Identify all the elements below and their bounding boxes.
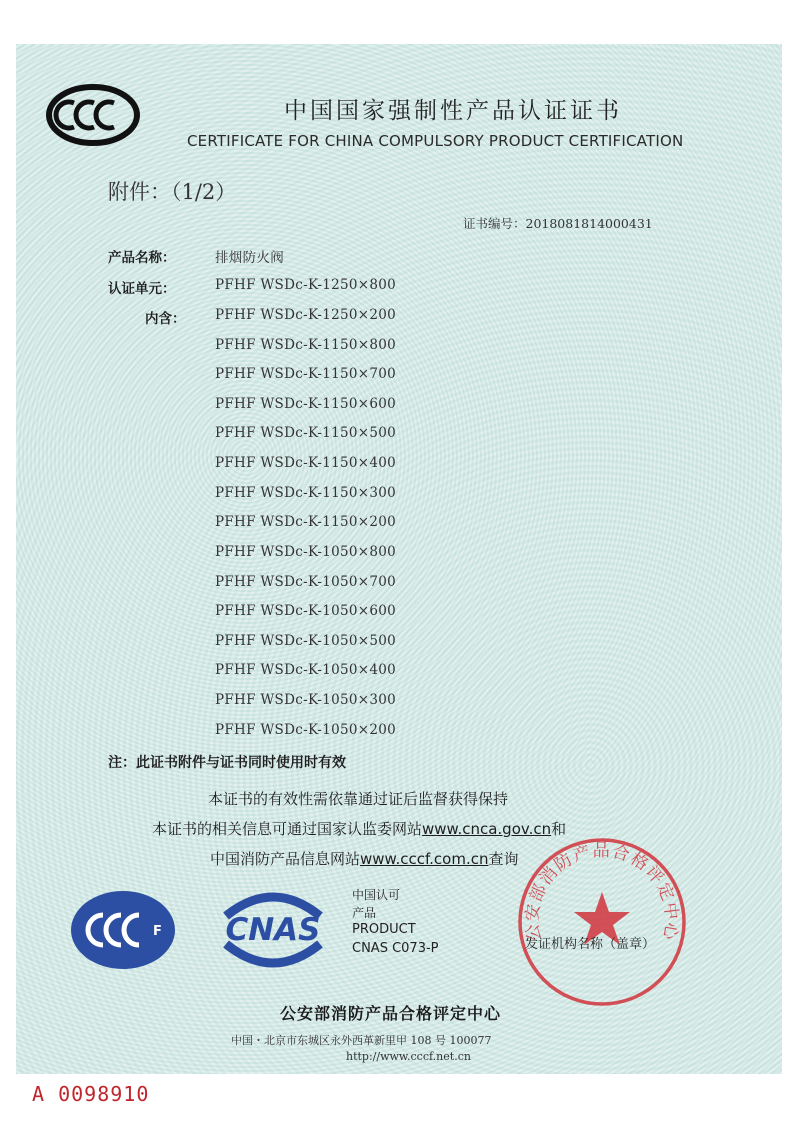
model-item: PFHF WSDc-K-1050×800 xyxy=(215,544,397,560)
model-item: PFHF WSDc-K-1050×700 xyxy=(215,574,397,590)
model-item: PFHF WSDc-K-1150×600 xyxy=(215,396,397,412)
cnas-logo-text: CNAS xyxy=(225,912,321,948)
certificate-number: 证书编号：2018081814000431 xyxy=(463,216,653,231)
accreditation-line: PRODUCT xyxy=(352,922,416,937)
accreditation-line: CNAS C073-P xyxy=(352,941,439,956)
ccc-logo-icon xyxy=(46,84,140,146)
model-item: PFHF WSDc-K-1050×600 xyxy=(215,603,397,619)
cnca-website-link[interactable]: www.cnca.gov.cn xyxy=(422,820,552,838)
serial-number: A 0098910 xyxy=(32,1082,150,1106)
fire-product-website-line xyxy=(210,848,518,869)
certification-unit-value: PFHF WSDc-K-1250×800 xyxy=(215,277,397,293)
model-item: PFHF WSDc-K-1150×700 xyxy=(215,366,397,382)
model-item: PFHF WSDc-K-1150×800 xyxy=(215,337,397,353)
validity-text: 和 xyxy=(551,820,567,838)
attachment-indicator: 附件：（1/2） xyxy=(108,180,237,204)
accreditation-line: 产品 xyxy=(352,906,377,920)
issuing-center-address: 中国・北京市东城区永外西革新里甲 108 号 100077 xyxy=(231,1034,492,1047)
model-item: PFHF WSDc-K-1150×500 xyxy=(215,425,397,441)
accreditation-line: 中国认可 xyxy=(352,888,401,902)
model-item: PFHF WSDc-K-1050×200 xyxy=(215,722,397,738)
model-item: PFHF WSDc-K-1050×300 xyxy=(215,692,397,708)
product-name-label: 产品名称： xyxy=(108,250,176,266)
validity-text: 本证书的相关信息可通过国家认监委网站 xyxy=(152,820,423,838)
issuer-label: 发证机构名称（盖章） xyxy=(525,937,656,952)
issuing-center-name: 公安部消防产品合格评定中心 xyxy=(280,1004,502,1023)
model-item: PFHF WSDc-K-1250×200 xyxy=(215,307,397,323)
cccf-website-link[interactable]: www.cccf.com.cn xyxy=(360,850,489,868)
model-item: PFHF WSDc-K-1150×400 xyxy=(215,455,397,471)
product-name-value: 排烟防火阀 xyxy=(215,250,284,266)
cccf-logo-icon xyxy=(69,889,177,971)
seal-text: 公安部消防产品合格评定中心 xyxy=(522,841,682,943)
certificate-sheet xyxy=(16,44,782,1074)
official-seal xyxy=(512,832,692,1012)
validity-text: 中国消防产品信息网站 xyxy=(210,850,361,868)
cnas-logo-icon xyxy=(212,882,334,978)
model-item: PFHF WSDc-K-1050×500 xyxy=(215,633,397,649)
validity-note: 注：此证书附件与证书同时使用时有效 xyxy=(108,755,346,771)
certificate-title-zh: 中国国家强制性产品认证证书 xyxy=(284,98,622,124)
contents-label: 内含： xyxy=(145,311,186,327)
model-item: PFHF WSDc-K-1150×300 xyxy=(215,485,397,501)
certificate-title-en: CERTIFICATE FOR CHINA COMPULSORY PRODUCT CERTIFICATION xyxy=(187,132,684,150)
model-item: PFHF WSDc-K-1050×400 xyxy=(215,662,397,678)
validity-website-line xyxy=(152,818,566,839)
validity-line: 本证书的有效性需依靠通过证后监督获得保持 xyxy=(208,790,509,808)
validity-text: 查询 xyxy=(488,850,519,868)
svg-text:F: F xyxy=(153,924,162,939)
certification-unit-label: 认证单元： xyxy=(108,281,176,297)
issuing-center-website[interactable]: http://www.cccf.net.cn xyxy=(346,1050,471,1063)
model-item: PFHF WSDc-K-1150×200 xyxy=(215,514,397,530)
